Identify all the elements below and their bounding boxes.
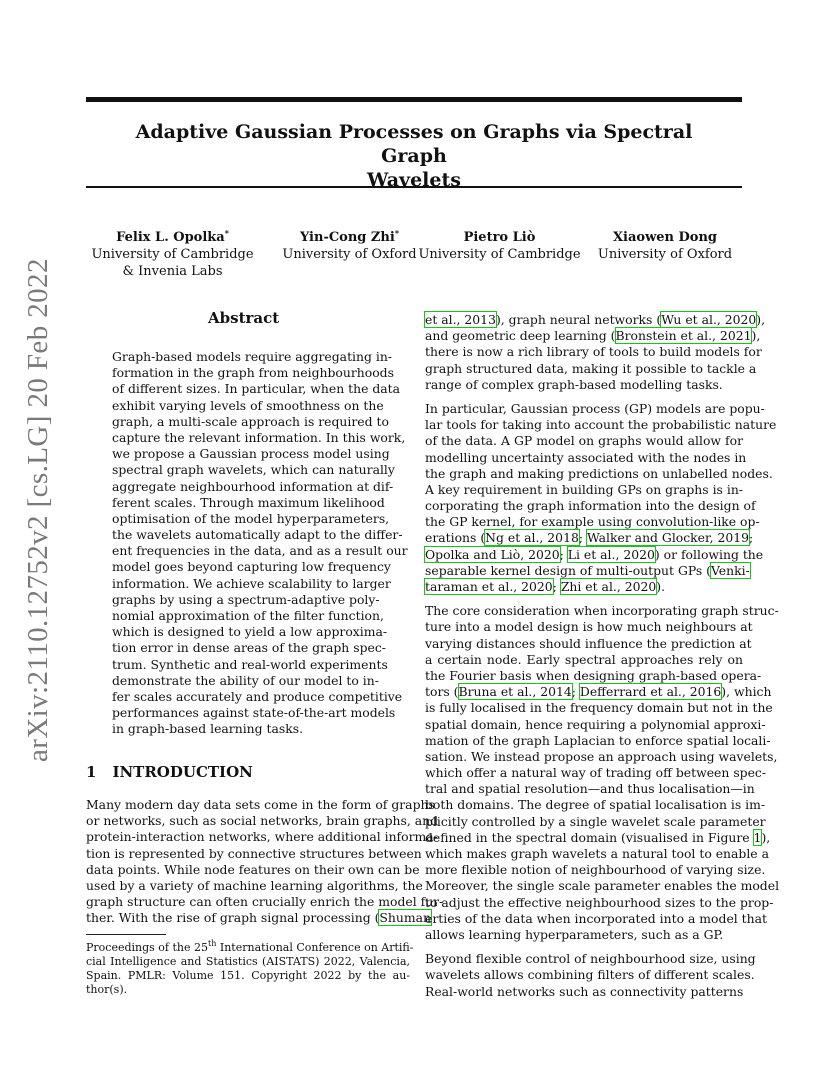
citation-link[interactable]: Opolka and Liò, 2020 <box>425 546 560 562</box>
footnote-line <box>86 939 414 955</box>
body-line <box>86 813 439 829</box>
abstract-line: capture the relevant information. In this work, <box>112 429 406 445</box>
body-line <box>425 700 773 716</box>
text-run: International Conference on Artifi- <box>216 941 414 954</box>
abstract-line: we propose a Gaussian process model using <box>112 446 390 462</box>
abstract-line: formation in the graph from neighbourhoods <box>112 365 394 381</box>
text-run: Many modern day data sets come in the form of graphs <box>86 797 435 812</box>
paragraph <box>425 951 756 1000</box>
paper-title <box>100 120 728 192</box>
body-line <box>86 861 420 878</box>
text-run: allows learning hyperparameters, such as a GP. <box>425 926 724 942</box>
author-4 <box>595 229 735 263</box>
body-line <box>425 360 757 377</box>
body-line <box>425 465 773 482</box>
citation-link[interactable]: Walker and Glocker, 2019 <box>586 530 749 546</box>
text-run: a certain node. Early spectral approaches rely on <box>425 651 743 667</box>
text-run: to adjust the effective neighbourhood sizes to the prop- <box>425 894 774 910</box>
author-affiliation: University of Oxford <box>597 247 733 262</box>
abstract-line: optimisation of the model hyperparameters, <box>112 510 390 526</box>
text-run: the graph and making predictions on unlabelled nodes. <box>425 465 773 481</box>
abstract-line: ent frequencies in the data, and as a result our <box>112 543 408 559</box>
text-run: wavelets allows combining filters of different scales. <box>425 967 755 983</box>
abstract-line: tion error in dense areas of the graph spec- <box>112 640 386 656</box>
abstract-line: graphs by using a spectrum-adaptive poly- <box>112 591 380 607</box>
abstract-line: exhibit varying levels of smoothness on the <box>112 397 384 413</box>
text-run: ), which <box>721 684 772 700</box>
text-run: of the data. A GP model on graphs would allow for <box>425 433 743 449</box>
section-heading <box>86 763 253 781</box>
text-run: plicitly controlled by a single wavelet scale parameter <box>425 813 766 829</box>
text-run: ), <box>751 328 761 344</box>
text-run: more flexible notion of neighbourhood of varying size. <box>425 862 766 878</box>
body-line <box>425 562 750 579</box>
body-line <box>425 530 754 546</box>
text-run: In particular, Gaussian process (GP) models are popu- <box>425 400 765 416</box>
body-line <box>425 862 766 878</box>
body-line <box>425 765 767 781</box>
citation-link[interactable]: Ng et al., 2018 <box>485 530 579 546</box>
text-run: tral and spatial resolution—and thus localisation—in <box>425 781 755 797</box>
citation-link[interactable]: Defferrard et al., 2016 <box>579 684 722 700</box>
author-affiliation: University of Oxford <box>282 247 417 262</box>
text-run: corporating the graph information into the design of <box>425 498 756 514</box>
text-run: lar tools for taking into account the probabilistic nature <box>425 417 777 433</box>
body-line <box>425 748 778 765</box>
abstract-line: model goes beyond capturing low frequency <box>112 559 391 575</box>
body-line <box>425 894 774 911</box>
text-run: modelling uncertainty associated with the nodes in <box>425 449 747 465</box>
abstract-heading: Abstract <box>208 309 280 327</box>
right-column <box>425 312 780 1008</box>
title-top-rule <box>86 97 742 102</box>
abstract-line: performances against state-of-the-art models <box>112 705 396 721</box>
body-line <box>425 652 743 668</box>
body-line <box>425 344 762 360</box>
author-1 <box>60 229 285 280</box>
body-line <box>425 927 743 943</box>
text-run: separable kernel design of multi-output GPs ( <box>425 562 711 578</box>
text-run: ther. With the rise of graph signal processing ( <box>86 910 380 926</box>
abstract-line: in graph-based learning tasks. <box>112 721 304 737</box>
text-run: ), graph neural networks ( <box>495 312 662 327</box>
abstract-line: demonstrate the ability of our model to in- <box>112 672 379 688</box>
body-line <box>425 377 743 393</box>
text-run: ), <box>761 829 771 845</box>
body-line <box>425 449 747 466</box>
body-line <box>425 878 780 894</box>
body-line <box>425 781 755 797</box>
body-line <box>86 845 422 862</box>
text-run: mation of the graph Laplacian to enforce spatial locali- <box>425 732 771 748</box>
paragraph <box>425 312 766 393</box>
body-line <box>425 328 761 344</box>
author-2 <box>257 229 442 263</box>
title-line: Adaptive Gaussian Processes on Graphs via Spectral Graph <box>135 121 693 167</box>
text-run: A key requirement in building GPs on graphs is in- <box>425 481 743 497</box>
text-run: tors ( <box>425 684 459 700</box>
body-line <box>425 417 777 433</box>
text-run: which offer a natural way of trading off between spec- <box>425 765 767 781</box>
body-line <box>86 797 435 813</box>
body-line <box>86 910 431 926</box>
text-run: data points. While node features on their own can be <box>86 861 420 877</box>
text-run: tion is represented by connective structures between <box>86 845 422 861</box>
text-run: which makes graph wavelets a natural tool to enable a <box>425 846 769 861</box>
abstract-line: ferent scales. Through maximum likelihood <box>112 494 385 510</box>
text-run: is fully localised in the frequency domain but not in the <box>425 700 773 716</box>
superscript: th <box>208 939 217 948</box>
text-run: Real-world networks such as connectivity patterns <box>425 983 744 999</box>
body-line <box>425 716 766 733</box>
abstract-line: which is designed to yield a low approxima- <box>112 624 388 640</box>
body-line <box>425 967 755 983</box>
arxiv-stamp-container <box>22 258 62 1072</box>
body-line <box>425 846 769 862</box>
body-line <box>425 579 743 595</box>
abstract-line: of different sizes. In particular, when the data <box>112 381 401 397</box>
body-line <box>425 514 760 530</box>
text-run: the GP kernel, for example using convolution-like op- <box>425 514 760 530</box>
paragraph <box>425 603 780 943</box>
equal-contribution-mark: * <box>224 228 229 238</box>
citation-link[interactable]: 1 <box>753 829 762 845</box>
body-line <box>425 732 771 749</box>
text-run: ; <box>559 546 568 562</box>
author-block <box>60 229 780 289</box>
body-line <box>425 910 768 927</box>
body-line <box>425 829 771 846</box>
text-run: varying distances should influence the prediction at <box>425 635 752 651</box>
author-3 <box>417 229 582 263</box>
text-run: Proceedings of the 25 <box>86 941 208 954</box>
text-run: ) or following the <box>654 546 764 562</box>
text-run: ). <box>656 579 666 594</box>
text-run: erties of the data when incorporated into a model that <box>425 910 768 926</box>
text-run: ; <box>578 530 587 546</box>
citation-link[interactable]: Wu et al., 2020 <box>661 312 757 327</box>
text-run: Moreover, the single scale parameter enables the model <box>425 878 780 894</box>
body-line <box>425 546 764 563</box>
section-number: 1 <box>86 763 97 781</box>
citation-link[interactable]: Bruna et al., 2014 <box>458 684 572 700</box>
text-run: cial Intelligence and Statistics (AISTATS) 2022, Valencia, <box>86 955 410 968</box>
author-affiliation: & Invenia Labs <box>122 264 223 279</box>
text-run: Spain. PMLR: Volume 151. Copyright 2022 by the au- <box>86 969 410 982</box>
author-affiliation: University of Cambridge <box>418 247 581 262</box>
body-line <box>86 877 423 894</box>
text-run: both domains. The degree of spatial localisation is im- <box>425 797 766 813</box>
body-line <box>425 482 743 498</box>
text-run: graph structure can often crucially enrich the model fur- <box>86 894 444 910</box>
author-name: Pietro Liò <box>463 230 536 245</box>
abstract-line: fer scales accurately and produce competitive <box>112 688 403 704</box>
text-run: range of complex graph-based modelling tasks. <box>425 376 723 392</box>
text-run: ; <box>749 530 754 546</box>
text-run: ), <box>756 312 766 327</box>
section-title: INTRODUCTION <box>112 763 253 781</box>
body-line <box>425 984 743 1000</box>
footnote-line <box>86 955 410 969</box>
text-run: ture into a model design is how much neighbours at <box>425 619 753 635</box>
arxiv-stamp[interactable]: arXiv:2110.12752v2 [cs.LG] 20 Feb 2022 <box>22 258 54 762</box>
citation-link[interactable]: Li et al., 2020 <box>567 546 655 562</box>
body-line <box>425 951 756 967</box>
citation-link[interactable]: Bronstein et al., 2021 <box>615 328 752 344</box>
citation-link[interactable]: et al., 2013 <box>425 312 496 327</box>
body-line <box>86 894 444 910</box>
body-line <box>425 635 752 652</box>
author-name: Xiaowen Dong <box>612 230 718 245</box>
footnote-line <box>86 969 410 983</box>
text-run: used by a variety of machine learning algorithms, the <box>86 877 423 893</box>
abstract-line: the wavelets automatically adapt to the differ- <box>112 527 403 543</box>
author-name: Felix L. Opolka <box>116 230 225 245</box>
text-run: ; <box>552 579 561 594</box>
text-run: graph structured data, making it possible to tackle a <box>425 360 757 376</box>
text-run: spatial domain, hence requiring a polynomial approxi- <box>425 716 766 732</box>
abstract-line: spectral graph wavelets, which can naturally <box>112 462 395 478</box>
text-run: Beyond flexible control of neighbourhood size, using <box>425 951 756 967</box>
text-run: erations ( <box>425 530 486 546</box>
author-affiliation: University of Cambridge <box>91 247 254 262</box>
body-line <box>425 433 743 449</box>
abstract-line: Graph-based models require aggregating in- <box>112 349 392 364</box>
abstract-line: trum. Synthetic and real-world experiments <box>112 656 388 672</box>
abstract-body <box>112 349 408 738</box>
text-run: and geometric deep learning ( <box>425 328 616 344</box>
body-line <box>425 619 753 635</box>
footnote-line <box>86 983 410 997</box>
citation-link[interactable]: Shuman <box>379 910 431 926</box>
abstract-line: nomial approximation of the filter function, <box>112 608 384 623</box>
author-name: Yin-Cong Zhi <box>300 230 395 245</box>
text-run: thor(s). <box>86 983 128 996</box>
citation-link[interactable]: taraman et al., 2020 <box>425 579 553 594</box>
body-line <box>425 312 766 328</box>
text-run: ; <box>571 684 580 700</box>
title-line: Wavelets <box>367 169 461 191</box>
text-run: there is now a rich library of tools to build models for <box>425 344 762 360</box>
abstract-line: information. We achieve scalability to larger <box>112 575 391 591</box>
body-line <box>86 829 438 845</box>
body-line <box>425 667 762 684</box>
footnote-rule <box>86 934 166 935</box>
body-line <box>425 797 766 813</box>
intro-left-column <box>86 797 444 927</box>
body-line <box>425 603 779 619</box>
citation-link[interactable]: Zhi et al., 2020 <box>560 579 657 594</box>
text-run: or networks, such as social networks, brain graphs, and <box>86 813 439 829</box>
text-run: defined in the spectral domain (visualised in Figure <box>425 829 754 845</box>
body-line <box>425 813 766 830</box>
paragraph <box>425 400 777 595</box>
text-run: protein-interaction networks, where additional informa- <box>86 829 438 845</box>
footnote <box>86 939 414 997</box>
equal-contribution-mark: * <box>394 228 399 238</box>
text-run: The core consideration when incorporating graph struc- <box>425 603 779 619</box>
body-line <box>425 400 765 417</box>
citation-link[interactable]: Venki- <box>711 562 750 578</box>
text-run: the Fourier basis when designing graph-based opera- <box>425 667 762 683</box>
body-line <box>425 498 756 514</box>
text-run: sation. We instead propose an approach using wavelets, <box>425 748 778 764</box>
abstract-line: graph, a multi-scale approach is required to <box>112 413 389 429</box>
body-line <box>425 684 772 700</box>
abstract-line: aggregate neighbourhood information at dif- <box>112 478 394 494</box>
